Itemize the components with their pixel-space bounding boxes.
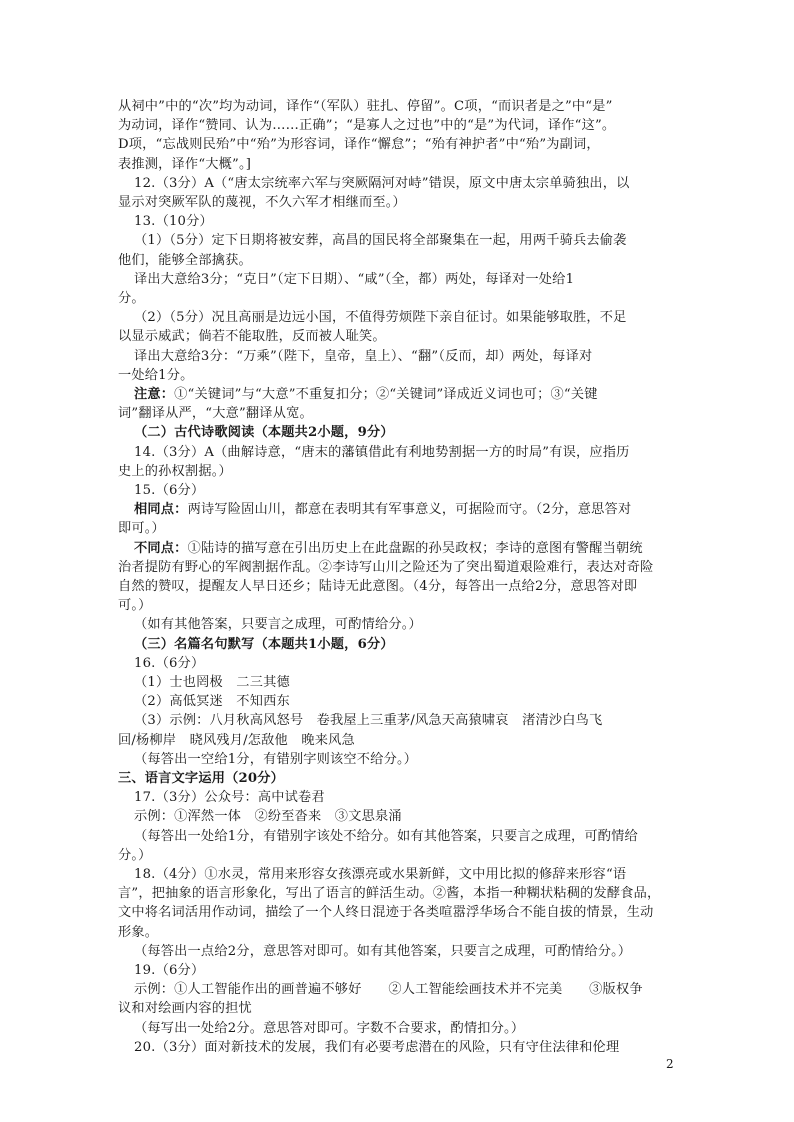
same-label: 相同点： bbox=[134, 502, 188, 518]
same-point-line: 相同点：两诗写险固山川，都意在表明其有军事意义，可据险而守。（2分，意思答对 bbox=[134, 502, 632, 518]
text-line: （每答出一空给1分，有错别字则该空不给分。） bbox=[134, 751, 418, 767]
question-18: 18.（4分）①水灵，常用来形容女孩漂亮或水果新鲜，文中用比拟的修辞来形容“语 bbox=[134, 867, 627, 882]
text-line: （2）（5分）况且高丽是边远小国，不值得劳烦陛下亲自征讨。如果能够取胜，不足 bbox=[134, 310, 627, 326]
text-line: 他们，能够全部擒获。 bbox=[118, 252, 252, 268]
text-line: 表推测，译作“大概”。] bbox=[118, 156, 252, 172]
text-line: 文中将名词活用作动词，描绘了一个人终日混迹于各类喧嚣浮华场合不能自拔的情景，生动 bbox=[118, 905, 654, 921]
text-line: D项，“忘战则民殆”中“殆”为形容词，译作“懈怠”；“殆有神护者”中“殆”为副词， bbox=[118, 137, 600, 153]
page-number: 2 bbox=[666, 1057, 674, 1071]
text-line: 可。） bbox=[118, 598, 152, 614]
section-heading: （三）名篇名句默写（本题共1小题，6分） bbox=[134, 636, 394, 652]
diff-label: 不同点： bbox=[134, 540, 188, 556]
question-13: 13.（10分） bbox=[134, 214, 213, 230]
text-line: （2）高低冥迷 不知西东 bbox=[134, 694, 290, 710]
text-line: 即可。） bbox=[118, 521, 165, 537]
text-line: （每写出一处给2分。意思答对即可。字数不合要求，酌情扣分。） bbox=[134, 1020, 525, 1036]
text-line: （1）士也罔极 二三其德 bbox=[134, 675, 290, 690]
section-heading: （二）古代诗歌阅读（本题共2小题，9分） bbox=[134, 425, 394, 441]
note-label: 注意： bbox=[134, 387, 175, 402]
text-line: 回/杨柳岸 晓风残月/怎敌他 晚来风急 bbox=[118, 732, 355, 748]
text-line: （如有其他答案，只要言之成理，可酌情给分。） bbox=[134, 617, 422, 633]
text-line: 一处给1分。 bbox=[118, 367, 194, 383]
text-line: 译出大意给3分；“克日”（定下日期）、“咸”（全，都）两处，每译对一处给1 bbox=[134, 271, 575, 287]
question-15: 15.（6分） bbox=[134, 483, 205, 498]
text-line: 显示对突厥军队的蔑视，不久六军才相继而至。） bbox=[118, 195, 406, 210]
question-14: 14.（3分）A（曲解诗意，“唐末的藩镇借此有利地势割据一方的时局”有误，应指历 bbox=[134, 444, 630, 460]
text-line: 译出大意给3分：“万乘”（陛下，皇帝，皇上）、“翻”（反而，却）两处，每译对 bbox=[134, 348, 593, 364]
question-12: 12.（3分）A（“唐太宗统率六军与突厥隔河对峙”错误，原文中唐太宗单骑独出，以 bbox=[134, 175, 630, 191]
section-heading: 三、语言文字运用（20分） bbox=[118, 771, 285, 786]
text-line: 词”翻译从严，“大意”翻译从宽。 bbox=[118, 406, 313, 422]
text-line: 史上的孙权割据。） bbox=[118, 463, 232, 479]
text-line: 言”，把抽象的语言形象化，写出了语言的鲜活生动。②酱，本指一种糊状粘稠的发酵食品， bbox=[118, 886, 661, 902]
text-line: 议和对绘画内容的担忧 bbox=[118, 1001, 252, 1017]
question-19: 19.（6分） bbox=[134, 963, 205, 978]
text-line: 形象。 bbox=[118, 924, 159, 940]
text-line: （1）（5分）定下日期将被安葬，高昌的国民将全部聚集在一起，用两千骑兵去偷袭 bbox=[134, 233, 627, 249]
text-line: 分。 bbox=[118, 291, 145, 306]
text-line: 为动词，译作“赞同、认为……正确”；“是寡人之过也”中的“是”为代词，译作“这”。 bbox=[118, 118, 616, 134]
text-line: （每答出一点给2分，意思答对即可。如有其他答案，只要言之成理，可酌情给分。） bbox=[134, 943, 632, 959]
question-16: 16.（6分） bbox=[134, 655, 205, 671]
note-line: 注意：①“关键词”与“大意”不重复扣分；②“关键词”译成近义词也可；③“关键 bbox=[134, 387, 598, 402]
text-line: 从祠中”中的“次”均为动词，译作“（军队）驻扎、停留”。C项，“而识者是之”中“是” bbox=[118, 99, 613, 114]
text-line: 以显示威武；倘若不能取胜，反而被人耻笑。 bbox=[118, 329, 386, 345]
text-line: 分。） bbox=[118, 847, 152, 863]
text-line: 自然的赞叹，提醒友人早日还乡；陆诗无此意图。（4分，每答出一点给2分，意思答对即 bbox=[118, 579, 638, 594]
text-line: 示例：①人工智能作出的画普遍不够好 ②人工智能绘画技术并不完美 ③版权争 bbox=[134, 982, 643, 998]
question-17: 17.（3分）公众号：高中试卷君 bbox=[134, 790, 325, 806]
diff-point-line: 不同点：①陆诗的描写意在引出历史上在此盘踞的孙吴政权；李诗的意图有警醒当朝统 bbox=[134, 540, 643, 556]
text-line: 治者提防有野心的军阀割据作乱。②李诗写山川之险还为了突出蜀道艰险难行，表达对奇险 bbox=[118, 559, 654, 575]
text-line: （3）示例：八月秋高风怒号 卷我屋上三重茅/风急天高猿啸哀 渚清沙白鸟飞 bbox=[134, 713, 603, 729]
text-line: 示例：①浑然一体 ②纷至沓来 ③文思泉涌 bbox=[134, 809, 402, 825]
question-20: 20.（3分）面对新技术的发展，我们有必要考虑潜在的风险，只有守住法律和伦理 bbox=[134, 1039, 620, 1055]
text-line: （每答出一处给1分，有错别字该处不给分。如有其他答案，只要言之成理，可酌情给 bbox=[134, 828, 638, 844]
